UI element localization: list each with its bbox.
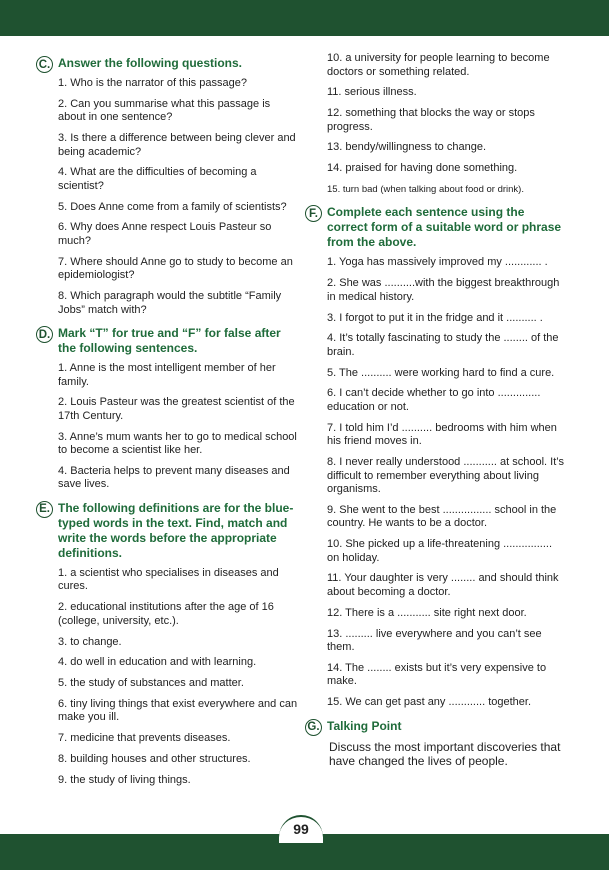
list-item: 11. serious illness. (327, 86, 417, 99)
section-e-header (36, 501, 298, 561)
section-c (36, 56, 298, 317)
list-item: 5. The .......... were working hard to find a cure. (327, 366, 555, 379)
list-item: 11. Your daughter is very ........ and should think about becoming a doctor. (327, 572, 559, 598)
list-item: 12. There is a ........... site right next door. (327, 606, 527, 619)
section-f-header (305, 205, 565, 250)
list-item: 3. I forgot to put it in the fridge and it .......... . (327, 311, 543, 324)
section-d-header (36, 326, 298, 356)
definition-list-continued (305, 52, 565, 196)
top-banner (0, 0, 609, 36)
list-item: 6. I can’t decide whether to go into .............. education or not. (327, 387, 541, 413)
list-item: 13. bendy/willingness to change. (327, 141, 486, 154)
list-item: 1. Who is the narrator of this passage? (58, 77, 247, 89)
list-item: 1. Yoga has massively improved my ............ . (327, 256, 548, 269)
list-item: 6. Why does Anne respect Louis Pasteur so much? (58, 221, 272, 247)
list-item: 5. the study of substances and matter. (58, 677, 244, 690)
right-column (305, 52, 565, 778)
section-letter-badge: G. (305, 719, 322, 736)
section-g (305, 719, 565, 769)
list-item: 4. Bacteria helps to prevent many diseases and save lives. (58, 464, 290, 491)
list-item: 3. Is there a difference between being clever and being academic? (58, 132, 296, 158)
list-item: 9. the study of living things. (58, 773, 191, 786)
section-heading: Complete each sentence using the correct form of a suitable word or phrase from the above. (327, 205, 562, 250)
list-item: 2. She was ..........with the biggest breakthrough in medical history. (327, 277, 560, 303)
list-item: 5. Does Anne come from a family of scientists? (58, 200, 287, 213)
list-item: 4. It’s totally fascinating to study the ........ of the brain. (327, 332, 559, 358)
list-item: 15. We can get past any ............ together. (327, 696, 532, 709)
section-g-header (305, 719, 565, 734)
section-heading: Talking Point (327, 718, 402, 733)
list-item: 10. a university for people learning to become doctors or something related. (327, 52, 550, 78)
list-item: 9. She went to the best ................ school in the country. He wants to be a doctor. (327, 503, 557, 530)
list-item: 2. Can you summarise what this passage is about in one sentence? (58, 97, 271, 124)
section-heading: Mark “T” for true and “F” for false after the following sentences. (58, 326, 281, 356)
section-heading: Answer the following questions. (58, 56, 243, 70)
list-item: 8. I never really understood ........... at school. It’s difficult to remember everything about living organisms. (327, 456, 565, 496)
list-item: 7. I told him I’d .......... bedrooms with him when his friend moves in. (327, 421, 557, 448)
section-c-header (36, 56, 298, 71)
statement-list (36, 362, 298, 492)
sentence-list (305, 256, 565, 709)
list-item: 7. Where should Anne go to study to become an epidemiologist? (58, 255, 293, 282)
list-item: 10. She picked up a life-threatening ................ on holiday. (327, 538, 553, 564)
list-item: 2. educational institutions after the age of 16 (college, university, etc.). (58, 601, 274, 627)
list-item: 13. ......... live everywhere and you can’t see them. (327, 627, 542, 654)
list-item: 4. do well in education and with learning. (58, 656, 257, 669)
section-letter-badge: C. (36, 56, 53, 73)
list-item: 8. Which paragraph would the subtitle “Family Jobs” match with? (58, 290, 282, 316)
list-item: 14. The ........ exists but it’s very expensive to make. (327, 661, 547, 688)
section-letter-badge: E. (36, 501, 53, 518)
list-item: 14. praised for having done something. (327, 162, 518, 175)
list-item: 1. Anne is the most intelligent member of her family. (58, 362, 276, 388)
definition-list (36, 567, 298, 787)
list-item: 7. medicine that prevents diseases. (58, 732, 231, 745)
talking-point-text: Discuss the most important discoveries that have changed the lives of people. (329, 739, 561, 769)
list-item: 8. building houses and other structures. (58, 753, 251, 766)
page-number: 99 (279, 815, 323, 843)
list-item: 2. Louis Pasteur was the greatest scientist of the 17th Century. (58, 396, 295, 422)
section-heading: The following definitions are for the blue-typed words in the text. Find, match and write the words before the appropriate definitions. (58, 500, 294, 560)
section-f (305, 205, 565, 709)
list-item: 12. something that blocks the way or stops progress. (327, 107, 535, 133)
list-item: 3. to change. (58, 635, 122, 648)
list-item: 15. turn bad (when talking about food or drink). (327, 183, 524, 195)
section-letter-badge: F. (305, 205, 322, 222)
section-letter-badge: D. (36, 326, 53, 343)
section-d (36, 326, 298, 492)
left-column (36, 56, 298, 796)
list-item: 6. tiny living things that exist everywhere and can make you ill. (58, 697, 298, 724)
list-item: 4. What are the difficulties of becoming a scientist? (58, 166, 257, 192)
question-list (36, 77, 298, 317)
list-item: 3. Anne’s mum wants her to go to medical school to become a scientist like her. (58, 430, 297, 457)
section-e-continued (305, 52, 565, 196)
list-item: 1. a scientist who specialises in diseases and cures. (58, 566, 279, 593)
section-e (36, 501, 298, 787)
